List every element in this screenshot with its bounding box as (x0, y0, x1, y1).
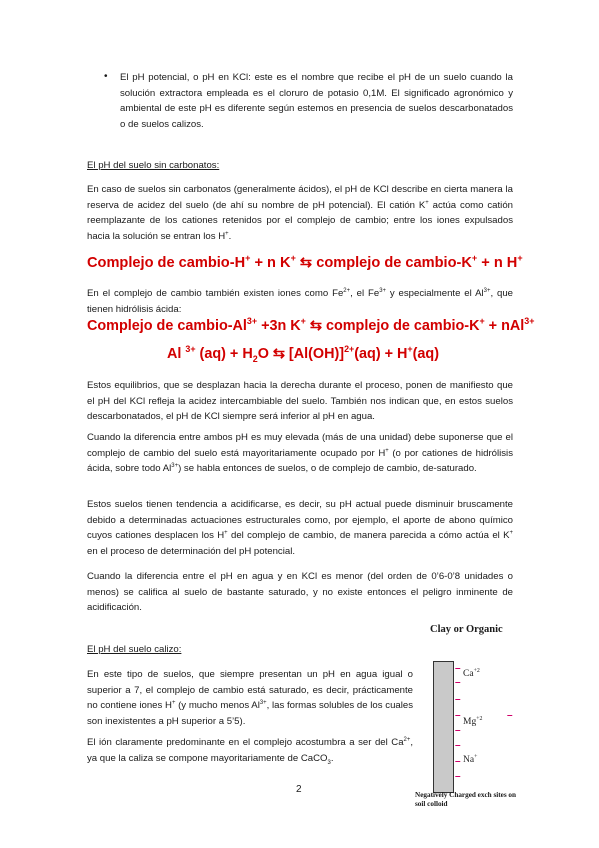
eq-sup: 3+ (246, 316, 258, 327)
equation-exchange-al-k (87, 318, 534, 334)
text-run: Cuando la diferencia entre ambos pH es muy elevada (más de una unidad) debe suponerse que el complejo de cambio del suelo está mayoritariamente ocupado por H (87, 432, 513, 459)
cation-na-label (463, 755, 477, 765)
eq-term: + nAl (484, 318, 525, 334)
section-heading-sin-carbonatos: El pH del suelo sin carbonatos: (87, 160, 220, 171)
superscript: + (509, 530, 514, 536)
paragraph-kcl-reserva (87, 182, 513, 244)
eq-sup: + (290, 253, 296, 264)
bullet-term: El pH potencial, o pH en KCl (120, 72, 249, 83)
cation-symbol: Mg (463, 717, 477, 727)
superscript: 3+ (259, 700, 267, 706)
cation-ca-label (463, 669, 480, 679)
superscript: 3+ (171, 463, 179, 469)
text-run: , el Fe (350, 288, 380, 299)
text-run: En el complejo de cambio también existen iones como Fe (87, 288, 344, 299)
negative-charge-icon: – (455, 663, 461, 674)
eq-term: + n K (250, 255, 291, 271)
text-run: y especialmente el Al (385, 288, 484, 299)
text-run: En caso de suelos sin carbonatos (generalmente ácidos), el pH de KCl describe en cierta manera la reserva de acidez del suelo (de ahí su nombre de pH potencial). El catión K (87, 184, 513, 211)
eq-sup: + (471, 253, 478, 264)
eq-term: (aq) + H (354, 346, 408, 362)
eq-sup: 3+ (185, 344, 196, 355)
negative-charge-icon: – (507, 710, 513, 721)
eq-sup: + (517, 253, 523, 264)
cation-symbol: Ca (463, 669, 474, 679)
eq-term: complejo de cambio-K (316, 255, 472, 271)
eq-sup: + (300, 316, 306, 327)
eq-sup: + (245, 253, 251, 264)
negative-charge-icon: – (455, 740, 461, 751)
eq-term: (aq) + H (195, 346, 253, 362)
eq-term: +3n K (257, 318, 301, 334)
cation-mg-label (463, 717, 482, 727)
text-run: , que tienen hidrólisis ácida: (87, 288, 513, 315)
negative-charge-icon: – (455, 756, 461, 767)
superscript: + (224, 530, 228, 536)
eq-term: (aq) (412, 346, 440, 362)
superscript: + (385, 447, 389, 454)
superscript: 2+ (343, 287, 351, 294)
eq-sup: + (407, 344, 413, 355)
text-run: en el proceso de determinación del pH potencial. (87, 545, 295, 557)
cation-charge: + (474, 753, 478, 760)
cation-symbol: Na (463, 755, 475, 765)
negative-charge-icon: – (455, 677, 461, 688)
cation-charge: +2 (473, 667, 480, 674)
bullet-body: : este es el nombre que recibe el pH de un suelo cuando la solución extractora empleada es el cloruro de potasio 0,1M. El significado agronómico y ambiental de este pH es diferente según estemos en presencia de suelos descarbonatados o de suelos calizos. (120, 72, 513, 130)
clay-colloid-figure (414, 624, 524, 824)
eq-sup: + (479, 316, 485, 327)
figure-title: Clay or Organic (430, 624, 503, 635)
text-run: del complejo de cambio, de manera parecida a cómo actúa el K (227, 530, 510, 542)
page-number: 2 (296, 784, 302, 795)
subscript: 3 (327, 759, 331, 766)
negative-charge-icon: – (455, 725, 461, 736)
negative-charge-icon: – (455, 710, 461, 721)
superscript: 3+ (483, 287, 491, 294)
colloid-particle (433, 661, 454, 793)
paragraph-bastante-saturado: Cuando la diferencia entre el pH en agua y en KCl es menor (del orden de 0’6-0’8 unidades o menos) se califica al suelo de bastante saturado, y no existe entonces el peligro inminente de acidificación. (87, 571, 513, 614)
text-run: El ión claramente predominante en el complejo acostumbra a ser del Ca (87, 737, 404, 748)
text-run: (y mucho menos Al (175, 700, 260, 712)
negative-charge-icon: – (455, 694, 461, 705)
text-run: ) se habla entonces de suelos, o de complejo de cambio, de-saturado. (178, 463, 477, 475)
cation-charge: +2 (476, 715, 483, 722)
text-run: , ya que la caliza se compone mayoritariamente de CaCO (87, 737, 413, 764)
paragraph-equilibrios: Estos equilibrios, que se desplazan hacia la derecha durante el proceso, ponen de manifiesto que el pH del KCl refleja la acidez intercambiable del suelo. También nos indican que, en estos suelos descarbonatados, el pH de KCl siempre será inferior al pH en agua. (87, 380, 513, 423)
text-run: , las formas solubles de los cuales son inexistentes a pH superior a 5’5). (87, 700, 413, 727)
eq-term: Al (167, 346, 186, 362)
paragraph-diferencia-elevada (87, 430, 513, 477)
paragraph-ion-calcio (87, 735, 413, 766)
superscript: 3+ (379, 287, 386, 294)
eq-sup: 3+ (524, 316, 535, 327)
figure-caption: Negatively Charged exch sites on soil colloid (415, 791, 517, 808)
equation-al-hydrolysis (167, 346, 439, 362)
section-heading-calizo: El pH del suelo calizo: (87, 644, 182, 655)
eq-term: O ⇆ [Al(OH)] (257, 346, 345, 362)
equilibrium-arrow-icon: ⇆ (305, 318, 326, 334)
eq-term: Complejo de cambio-Al (87, 318, 247, 334)
superscript: 2+ (403, 736, 411, 743)
eq-sub: 2 (252, 353, 258, 364)
superscript: + (425, 199, 429, 206)
equation-exchange-h-k (87, 254, 523, 271)
eq-term: + n H (477, 255, 518, 271)
text-run: (o por cationes de hidrólisis ácida, sobre todo Al (87, 447, 513, 475)
text-run: actúa como catión reemplazante de los cationes retenidos por el complejo de cambio; entre los iones expulsados hacia la solución se entran los H (87, 199, 513, 242)
text-run: En este tipo de suelos, que siempre presentan un pH en agua igual o superior a 7, el complejo de cambio está saturado, es decir, prácticamente no contiene iones H (87, 669, 413, 712)
negative-charge-icon: – (455, 771, 461, 782)
equilibrium-arrow-icon: ⇆ (295, 255, 317, 271)
paragraph-acidificarse (87, 497, 513, 559)
bullet-text (120, 70, 513, 132)
eq-term: Complejo de cambio-H (87, 255, 246, 271)
text-run: Estos suelos tienen tendencia a acidificarse, es decir, su pH actual puede disminuir bruscamente debido a determinadas actuaciones estructurales como, por ejemplo, el aporte de abono químico cuyos cationes desplacen los H (87, 499, 513, 542)
paragraph-suelo-calizo (87, 667, 413, 729)
superscript: + (171, 700, 176, 706)
bullet-dot: • (104, 71, 108, 82)
paragraph-hidrolisis (87, 286, 513, 317)
eq-term: complejo de cambio-K (325, 318, 480, 334)
text-run: . (330, 752, 334, 764)
eq-sup: 2+ (344, 344, 355, 355)
text-run: . (228, 230, 232, 242)
superscript: + (225, 230, 229, 237)
